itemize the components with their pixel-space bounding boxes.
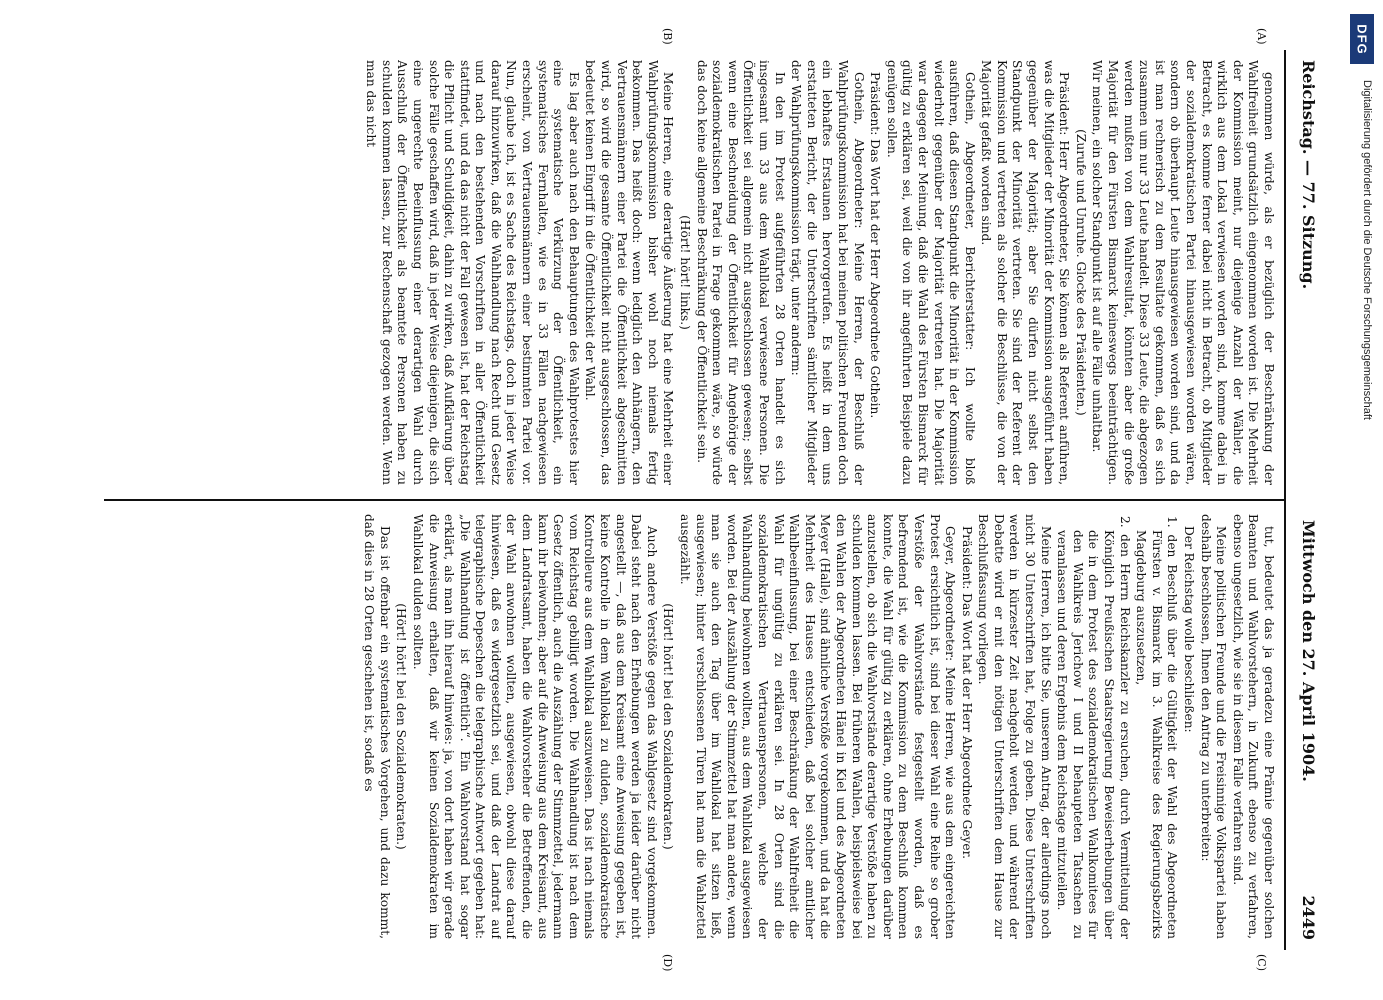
paragraph: genommen würde, als er bezüglich der Beschränkung der Wahlfreiheit grundsätzlich eingenommen worden ist. Die Mehrheit der Kommission meint, nur diejenige Anzahl der Wähler, die wirklich aus dem Lokal verwiesen worden sind, komme dabei in Betracht, es komme ferner dabei nicht in Betracht, ob Mitglieder der sozialdemokratischen Partei hinausgewiesen worden wären, sondern ob überhaupt Leute hinausgewiesen worden sind, und da ist man rechnerisch zu dem Resultate gekommen, daß es sich zusammen um nur 33 Leute handelt. Diese 33 Leute, die abgezogen werden mußten von dem Wahlresultat, könnten aber die große Majorität für den Fürsten Bismarck keineswegs beeinträchtigen. Wir meinen, ein solcher Standpunkt ist auf alle Fälle unhaltbar. bbox=[1090, 60, 1276, 485]
paragraph: Es lag aber auch nach den Behauptungen des Wahlprotestes hier eine systematische Verkürzung der Öffentlichkeit, ein systematisches Fernhalten, wie es in 33 Fällen nachgewiesen erscheint, von Vertrauensmännern einer bestimmten Partei vor. Nun, glaube ich, ist es Sache des Reichstags, doch in jeder Weise darauf hinzuwirken, daß die Wahlhandlung nach Recht und Gesetz und nach den bestehenden Vorschriften in aller Öffentlichkeit stattfindet, und da das nicht der Fall gewesen ist, hat der Reichstag die Pflicht und Schuldigkeit, dahin zu wirken, daß Aufklärung über solche Fälle geschaffen wird, daß in jeder Weise diejenigen, die sich eine ungerechte Beeinflussung einer derartigen Wahl durch Ausschluß der Öffentlichkeit als beamtete Personen haben zu schulden kommen lassen, zur Rechenschaft gezogen werden. Wenn man das nicht bbox=[364, 60, 581, 485]
page-number: 2449 bbox=[1299, 895, 1318, 940]
margin-marker-b: (B) bbox=[661, 28, 674, 45]
dfg-logo bbox=[1350, 14, 1374, 64]
paragraph: Präsident: Herr Abgeordneter, Sie können als Referent anführen, was die Mitglieder der Minorität der Kommission ausgeführt haben gegenüber der Majorität; aber Sie dürfen nicht selbst den Standpunkt der Minorität vertreten. Sie sind der Referent der Kommission und vertreten als solcher die Beschlüsse, die von der Majorität gefaßt worden sind. bbox=[979, 60, 1072, 485]
paragraph: tut, bedeutet das ja geradezu eine Prämie gegenüber solchen Beamten und Wahlvorstehern, in Zukunft ebenso zu verfahren, ebenso ungesetzlich, wie sie in diesem Falle verfahren sind. bbox=[1230, 514, 1276, 939]
paragraph: Präsident: Das Wort hat der Herr Abgeordnete Geyer. bbox=[959, 526, 974, 859]
paragraph: Gothein, Abgeordneter: Meine Herren, der Beschluß der Wahlprüfungskommission hat bei meinen politischen Freunden doch ein lebhaftes Erstaunen hervorgerufen. Es heißt in dem uns erstatteten Bericht, der die Unterschriften sämtlicher Mitglieder der Wahlprüfungskommission trägt, unter anderm: bbox=[789, 60, 866, 485]
paragraph: Meine Herren, ich bitte Sie, unserem Antrag, der allerdings noch nicht 30 Unterschriften hat, Folge zu geben. Diese Unterschriften werden in kürzester Zeit nachgeholt werden, und während der Debatte wird er mit den nötigen Unterschriften dem Hause zur Beschlußfassung vorliegen. bbox=[976, 514, 1053, 939]
page-header bbox=[1282, 50, 1322, 950]
paragraph: Gothein, Abgeordneter, Berichterstatter: Ich wollte bloß ausführen, daß diesen Standpunkt die Minorität in der Kommission wiederholt gegenüber der Majorität vertreten hat. Die Majorität war dagegen der Meinung, daß die Wahl des Fürsten Bismarck für gültig zu erklären sei, weil die von ihr angeführten Beispiele dazu genügen sollen. bbox=[884, 60, 977, 485]
paragraph: Meine Herren, eine derartige Äußerung hat eine Mehrheit einer Wahlprüfungskommission bisher wohl noch niemals fertig bekommen. Das heißt doch: wenn lediglich den Anhängern, den Vertrauensmännern einer Partei die Öffentlichkeit abgeschnitten wird, so wird die gesamte Öffentlichkeit nicht ausgeschlossen, das bedeutet keinen Eingriff in die Öffentlichkeit der Wahl. bbox=[583, 60, 676, 485]
header-date: Mittwoch den 27. April 1904. bbox=[1299, 520, 1318, 782]
paragraph: Meine politischen Freunde und die Freisinnige Volkspartei haben deshalb beschlossen, Ihnen den Antrag zu unterbreiten: bbox=[1198, 514, 1229, 939]
paragraph: Geyer, Abgeordneter: Meine Herren, wie aus dem eingereichten Protest ersichtlich ist, sind bei dieser Wahl eine Reihe so grober Verstöße der Wahlvorstände festgestellt worden, daß es befremdend ist, wie die Kommission zu dem Beschluß kommen konnte, die Wahl für gültig zu erklären, ohne Erhebungen darüber anzustellen, ob sich die Wahlvorstände derartige Verstöße haben zu schulden kommen lassen. Bei früheren Wahlen, beispielsweise bei den Wahlen der Abgeordneten Hänel in Kiel und des Abgeordneten Meyer (Halle), sind ähnliche Verstöße vorgekommen, und da hat die Mehrheit des Hauses entschieden, daß bei solcher amtlicher Wahlbeeinflussung, bei einer Beschränkung der Wahlfreiheit die Wahl für ungültig zu erklären sei. In 28 Orten sind die sozialdemokratischen Vertrauenspersonen, welche der Wahlhandlung beiwohnen wollten, aus dem Wahllokal ausgewiesen worden. Bei der Auszählung der Stimmzettel hat man andere, wenn man sie auch den Tag über im Wahllokal hat sitzen ließ, ausgewiesen; hinter verschlossenen Türen hat man die Wahlzettel ausgezählt. bbox=[678, 514, 958, 939]
credit-text: Digitalisierung gefördert durch die Deutsche Forschungsgemeinschaft bbox=[1361, 80, 1373, 420]
paragraph: (Zurufe und Unruhe. Glocke des Präsidenten.) bbox=[1073, 129, 1088, 416]
column-divider bbox=[104, 499, 1284, 501]
paragraph: (Hört! hört! links.) bbox=[678, 215, 693, 330]
paragraph: (Hört! hört! bei den Sozialdemokraten.) bbox=[394, 603, 409, 850]
left-column bbox=[106, 60, 1276, 485]
paragraph: Der Reichstag wolle beschließen: bbox=[1182, 526, 1197, 733]
paragraph: (Hört! hört! bei den Sozialdemokraten.) bbox=[661, 603, 676, 850]
scanned-page bbox=[84, 28, 1324, 972]
paragraph: 1. den Beschluß über die Gültigkeit der Wahl des Abgeordneten Fürsten v. Bismarck im 3. Wahlkreise des Regierungsbezirks Magdeburg auszusetzen, bbox=[1134, 516, 1180, 939]
right-column bbox=[106, 514, 1276, 939]
digitization-credit bbox=[1359, 80, 1373, 980]
paragraph: Das ist offenbar ein systematisches Vorgehen, und dazu kommt, daß dies in 28 Orten geschehen ist, sodaß es bbox=[362, 514, 392, 939]
margin-marker-a: (A) bbox=[1255, 28, 1268, 45]
paragraph: In den im Protest aufgeführten 28 Orten handelt es sich insgesamt um 33 aus dem Wahllokal verwiesene Personen. Die Öffentlichkeit sei allgemein nicht ausgeschlossen gewesen; selbst wenn eine Beschneidung der Öffentlichkeit für Angehörige der sozialdemokratischen Partei in Frage gekommen wäre, so würde das doch keine allgemeine Beschränkung der Öffentlichkeit sein. bbox=[694, 60, 787, 485]
header-rule bbox=[1284, 50, 1286, 950]
margin-marker-d: (D) bbox=[661, 954, 674, 972]
header-left: Reichstag. — 77. Sitzung. bbox=[1299, 60, 1318, 290]
dfg-logo-text: DFG bbox=[1354, 23, 1370, 55]
paragraph: 2. den Herrn Reichskanzler zu ersuchen, durch Vermittelung der Königlich Preußischen Staatsregierung Beweiserhebungen über die in dem Protest des sozialdemokratischen Wahlkomitees für den Wahlkreis Jerichow I und II behaupteten Tatsachen zu veranlassen und deren Ergebnis dem Reichstage mitzuteilen. bbox=[1055, 516, 1132, 939]
paragraph: Präsident: Das Wort hat der Herr Abgeordnete Gothein. bbox=[868, 72, 883, 419]
paragraph: Auch andere Verstöße gegen das Wahlgesetz sind vorgekommen. Dabei steht nach den Erhebungen werden ja leider darüber nicht angestellt —, daß aus dem Kreisamt eine Anweisung gegeben ist, keine Kontrolle in dem Wahllokal zu dulden, sozialdemokratische Kontrolleure aus dem Wahllokal auszuweisen. Das ist nach niemals vom Reichstag gebilligt worden. Die Wahlhandlung ist nach dem Gesetz öffentlich, auch die Auszählung der Stimmzettel, jedermann kann ihr beiwohnen; aber auf die Anweisung aus dem Kreisamt, aus dem Landratsamt, haben die Wahlvorsteher die Betreffenden, die der Wahl anwohnen wollten, ausgewiesen, obwohl diese darauf hinwiesen, daß es widergesetzlich sei, und daß der Landrat auf telegraphische Depeschen die telegraphische Antwort gegeben hat: „Die Wahlhandlung ist öffentlich“. Ein Wahlvorstand hat sogar erklärt, als man ihn hierauf hinwies: ja, von dort haben wir gerade die Anweisung erhalten, daß wir keinen Sozialdemokraten im Wahllokal dulden sollten. bbox=[410, 514, 659, 939]
page-content bbox=[84, 28, 1324, 972]
margin-marker-c: (C) bbox=[1255, 954, 1268, 971]
